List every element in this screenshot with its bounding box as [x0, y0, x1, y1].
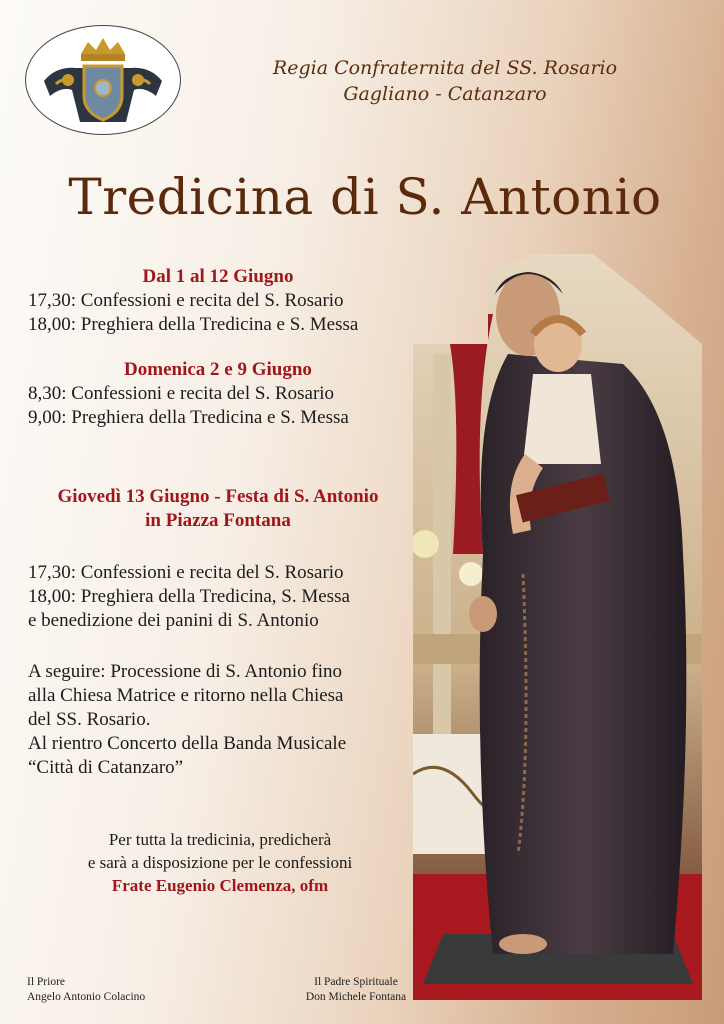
schedule-section-weekdays	[28, 265, 408, 337]
schedule-line: 18,00: Preghiera della Tredicina e S. Messa	[28, 314, 359, 335]
schedule-line: 18,00: Preghiera della Tredicina, S. Messa	[28, 586, 350, 607]
procession-line: del SS. Rosario.	[28, 709, 151, 730]
schedule-line: e benedizione dei panini di S. Antonio	[28, 610, 319, 631]
saint-anthony-statue-photo	[413, 254, 702, 1000]
preacher-line: Per tutta la tredicinia, predicherà	[108, 830, 332, 849]
signature-spiritual-father	[300, 975, 412, 1005]
procession-info	[28, 660, 413, 780]
signature-name: Angelo Antonio Colacino	[27, 991, 146, 1003]
schedule-section-sundays	[28, 358, 408, 430]
procession-line: A seguire: Processione di S. Antonio fino	[28, 661, 343, 682]
preacher-line: e sarà a disposizione per le confessioni	[87, 853, 353, 872]
schedule-line: 17,30: Confessioni e recita del S. Rosario	[28, 562, 344, 583]
schedule-line: 17,30: Confessioni e recita del S. Rosario	[28, 290, 344, 311]
signature-prior	[27, 975, 145, 1005]
procession-line: Al rientro Concerto della Banda Musicale	[28, 733, 347, 754]
feast-heading-line: Giovedì 13 Giugno - Festa di S. Antonio	[57, 486, 379, 507]
procession-line: alla Chiesa Matrice e ritorno nella Chiesa	[28, 685, 344, 706]
preacher-info	[20, 828, 420, 897]
organization-name: Regia Confraternita del SS. Rosario	[272, 57, 618, 79]
signature-name: Don Michele Fontana	[305, 991, 407, 1003]
organization-header	[240, 55, 650, 107]
section-heading: Domenica 2 e 9 Giugno	[124, 359, 312, 380]
organization-location: Gagliano - Catanzaro	[343, 83, 547, 105]
feast-heading-line: in Piazza Fontana	[145, 510, 291, 531]
schedule-line: 8,30: Confessioni e recita del S. Rosario	[28, 383, 335, 404]
feast-heading	[28, 485, 408, 533]
feast-schedule	[28, 561, 408, 633]
section-heading: Dal 1 al 12 Giugno	[142, 266, 294, 287]
schedule-line: 9,00: Preghiera della Tredicina e S. Messa	[28, 407, 349, 428]
procession-line: “Città di Catanzaro”	[28, 757, 184, 778]
page-title: Tredicina di S. Antonio	[68, 168, 662, 226]
signature-role: Il Padre Spirituale	[314, 976, 398, 988]
signature-role: Il Priore	[27, 976, 66, 988]
confraternity-emblem-icon	[25, 25, 181, 135]
preacher-name: Frate Eugenio Clemenza, ofm	[111, 876, 329, 895]
